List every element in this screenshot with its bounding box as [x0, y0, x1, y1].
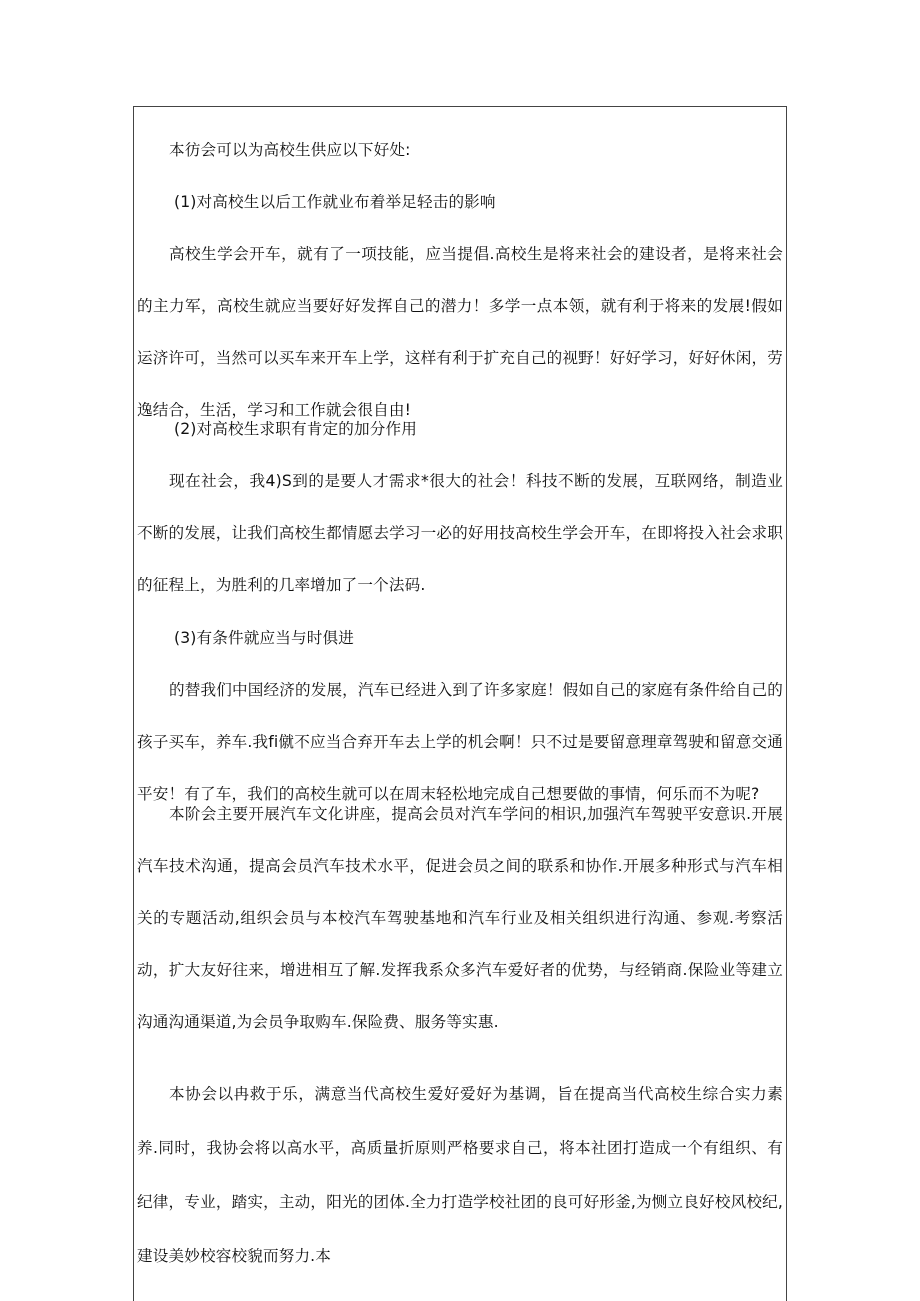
- intro-paragraph: 本彷会可以为高校生供应以下好处:: [169, 141, 411, 159]
- section-1-heading: (1)对高校生以后工作就业布着举足轻击的影响: [174, 193, 496, 211]
- section-3-heading: (3)有条件就应当与时俱进: [174, 629, 354, 647]
- section-3-paragraph: 的替我们中国经济的发展，汽车已经进入到了许多家庭！假如自己的家庭有条件给自己的孩子买车，养车.我fi僦不应当合弃开车去上学的机会啊！只不过是要留意理章驾驶和留意交通平安！有了车，我们的高校生就可以在周末轻松地完成自己想要做的事情，何乐而不为呢?: [137, 681, 784, 803]
- mission-paragraph: 本协会以冉救于乐，满意当代高校生爱好爱好为基调，旨在提高当代高校生综合实力素养.同时，我协会将以高水平，高质量折原则严格要求自己，将本社团打造成一个有组织、有纪律，专业，踏实，主动，阳光的团体.全力打造学校社团的良可好形釜,为恻立良好校风校纪,建设美妙校容校貌而努力.本: [137, 1085, 783, 1265]
- document-frame: [133, 106, 787, 1301]
- activities-paragraph: 本阶会主要开展汽车文化讲座，提高会员对汽车学问的相识,加强汽车驾驶平安意识.开展汽车技术沟通，提高会员汽车技术水平，促进会员之间的联系和协作.开展多种形式与汽车相关的专题活动,组织会员与本校汽车驾驶基地和汽车行业及相关组织进行沟通、参观.考察活动，扩大友好往来，增进相互了解.发挥我系众多汽车爱好者的优势，与经销商.保险业等建立沟通沟通渠道,为会员争取购车.保险费、服务等实惠.: [137, 805, 783, 1031]
- section-2-paragraph: 现在社会，我4)S到的是要人才需求*很大的社会！科技不断的发展，互联网络，制造业不断的发展，让我们高校生都情愿去学习一必的好用技高校生学会开车，在即将投入社会求职的征程上，为胜利的几率增加了一个法码.: [137, 472, 783, 594]
- section-1-paragraph: 高校生学会开车，就有了一项技能，应当提倡.高校生是将来社会的建设者，是将来社会的主力军，高校生就应当要好好发挥自己的潜力！多学一点本领，就有利于将来的发展!假如运济许可，当然可以买车来开车上学，这样有利于扩充自己的视野！好好学习，好好休闲，劳逸结合，生活，学习和工作就会很自由!: [137, 245, 783, 419]
- section-2-heading: (2)对高校生求职有肯定的加分作用: [174, 420, 417, 438]
